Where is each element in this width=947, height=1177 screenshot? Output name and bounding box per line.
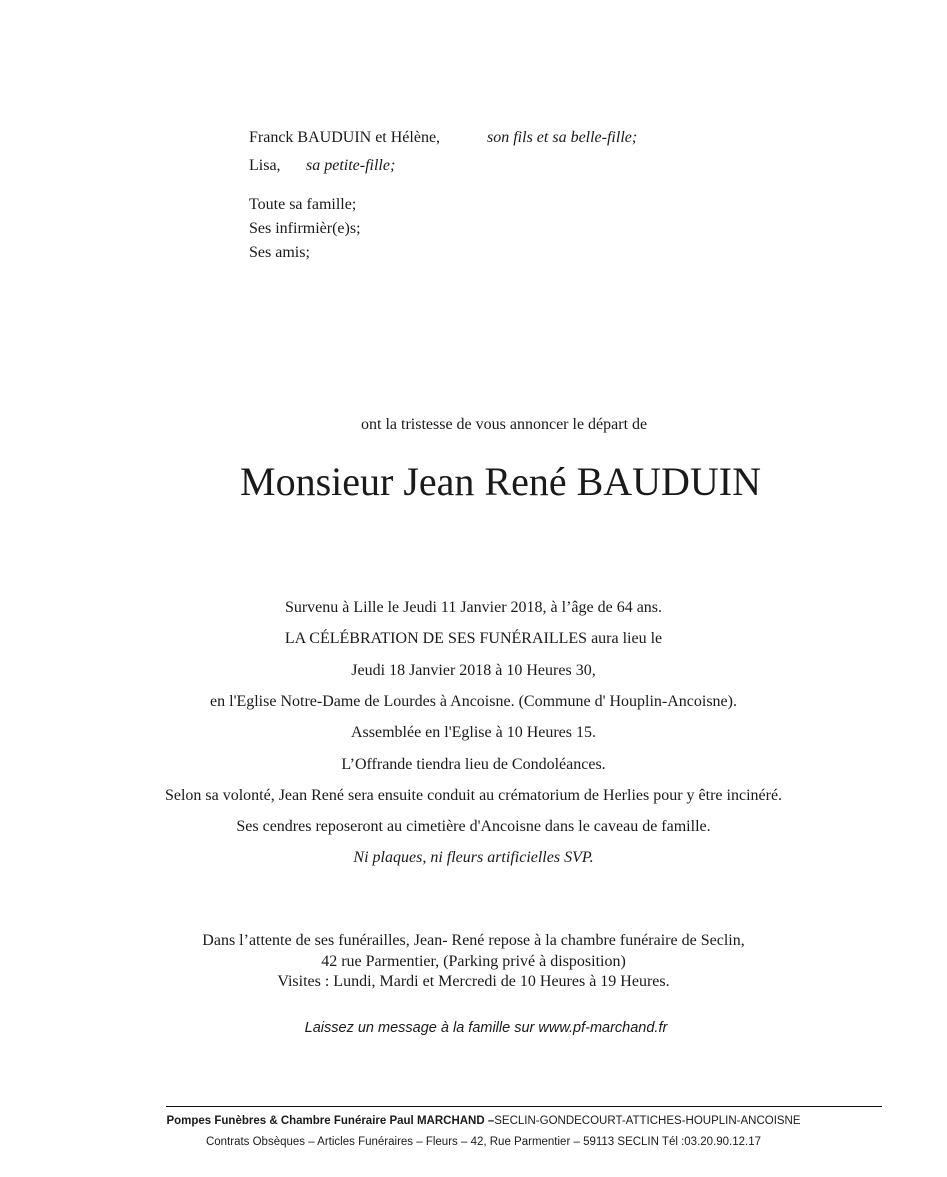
footer-company-name: Pompes Funèbres & Chambre Funéraire Paul MARCHAND – [166,1115,495,1127]
detail-line-4: en l'Eglise Notre-Dame de Lourdes à Ancoisne. (Commune d' Houplin-Ancoisne). [210,693,737,710]
wake-line-2: 42 rue Parmentier, (Parking privé à disposition) [321,953,626,970]
wake-line-3: Visites : Lundi, Mardi et Mercredi de 10 Heures à 19 Heures. [277,973,670,990]
family-granddaughter-name: Lisa, [249,157,281,174]
detail-line-2: LA CÉLÉBRATION DE SES FUNÉRAILLES aura lieu le [284,630,663,647]
detail-line-7: Selon sa volonté, Jean René sera ensuite conduit au crématorium de Herlies pour y être incinéré. [164,787,783,804]
footer-services-line: Contrats Obsèques – Articles Funéraires – Fleurs – 42, Rue Parmentier – 59113 SECLIN Tél :03.20.90.12.17 [205,1136,762,1148]
message-link[interactable]: Laissez un message à la famille sur www.pf-marchand.fr [304,1020,668,1036]
wake-line-1: Dans l’attente de ses funérailles, Jean- René repose à la chambre funéraire de Seclin, [202,932,745,949]
family-line-son [249,128,440,148]
deceased-name-title: Monsieur Jean René BAUDUIN [240,459,762,504]
detail-line-5: Assemblée en l'Eglise à 10 Heures 15. [350,724,597,741]
footer-company-line [0,1114,947,1128]
detail-line-6: L’Offrande tiendra lieu de Condoléances. [341,756,606,773]
family-granddaughter-relation: sa petite-fille; [306,157,396,174]
detail-line-1: Survenu à Lille le Jeudi 11 Janvier 2018, à l’âge de 64 ans. [284,599,663,616]
family-extra-2: Ses infirmièr(e)s; [249,220,361,237]
family-extra-1: Toute sa famille; [249,196,357,213]
announcement-text: ont la tristesse de vous annoncer le départ de [361,416,648,433]
family-extra-3: Ses amis; [249,244,310,261]
family-son-relation: son fils et sa belle-fille; [487,129,638,146]
footer-locations: SECLIN-GONDECOURT-ATTICHES-HOUPLIN-ANCOISNE [494,1115,801,1127]
family-son-name: Franck BAUDUIN et Hélène, [249,129,441,146]
detail-line-8: Ses cendres reposeront au cimetière d'Ancoisne dans le caveau de famille. [236,818,711,835]
detail-line-3: Jeudi 18 Janvier 2018 à 10 Heures 30, [351,662,596,679]
no-flowers-note: Ni plaques, ni fleurs artificielles SVP. [353,849,594,866]
footer-divider [166,1106,882,1107]
